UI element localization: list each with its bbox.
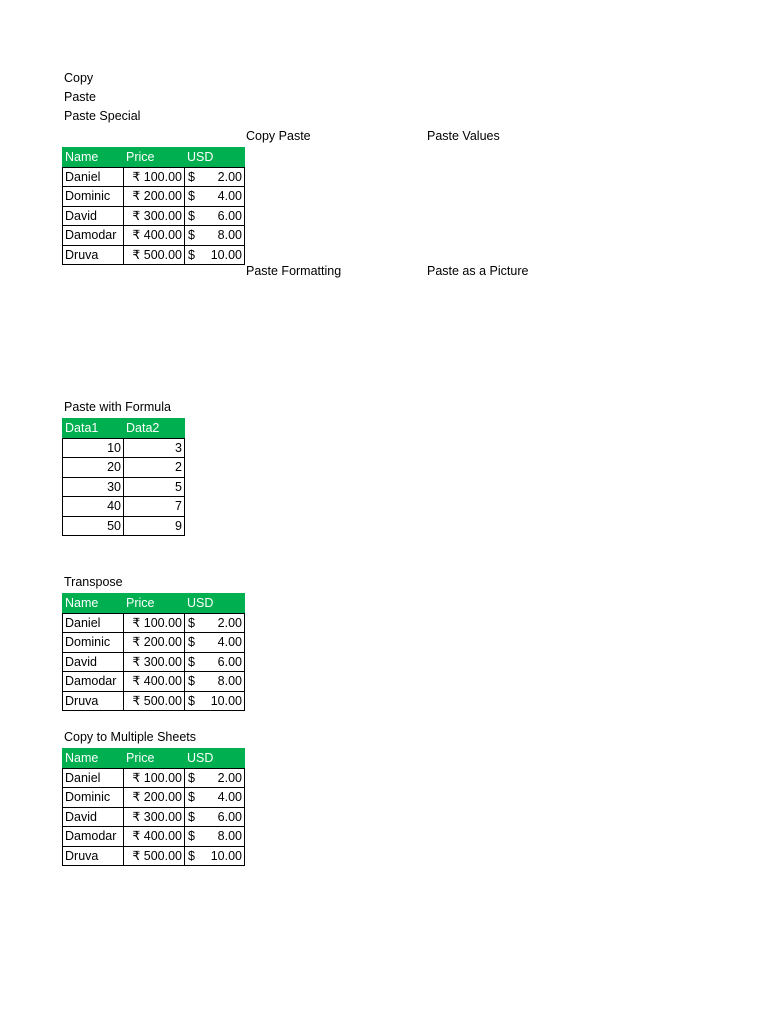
usd-amount: 8.00 bbox=[217, 829, 242, 844]
header-name: Name bbox=[63, 594, 124, 614]
cell-data2: 7 bbox=[124, 497, 185, 517]
cell-price: ₹ 500.00 bbox=[124, 846, 185, 866]
cell-name: Druva bbox=[63, 846, 124, 866]
cell-price: ₹ 200.00 bbox=[124, 633, 185, 653]
cell-name: Dominic bbox=[63, 633, 124, 653]
cell-usd bbox=[185, 846, 245, 866]
cell-data1: 30 bbox=[63, 477, 124, 497]
currency-symbol: $ bbox=[188, 635, 195, 649]
header-data1: Data1 bbox=[63, 419, 124, 439]
table-row bbox=[63, 458, 185, 478]
cell-price: ₹ 500.00 bbox=[124, 245, 185, 265]
usd-amount: 10.00 bbox=[210, 693, 242, 708]
table-row bbox=[63, 477, 185, 497]
label-paste-formatting: Paste Formatting bbox=[246, 264, 342, 278]
usd-amount: 4.00 bbox=[217, 790, 242, 805]
usd-amount: 2.00 bbox=[217, 615, 242, 630]
label-paste-with-formula: Paste with Formula bbox=[64, 400, 171, 414]
usd-amount: 10.00 bbox=[210, 247, 242, 262]
header-price: Price bbox=[124, 749, 185, 769]
table-row bbox=[63, 167, 245, 187]
table-header-row bbox=[63, 148, 245, 168]
currency-symbol: $ bbox=[188, 247, 195, 262]
cell-price: ₹ 400.00 bbox=[124, 672, 185, 692]
table-row bbox=[63, 846, 245, 866]
price-table-2 bbox=[62, 593, 245, 711]
table-row bbox=[63, 613, 245, 633]
table-row bbox=[63, 633, 245, 653]
currency-symbol: $ bbox=[188, 654, 195, 669]
currency-symbol: $ bbox=[188, 189, 195, 203]
cell-data1: 10 bbox=[63, 438, 124, 458]
cell-data2: 9 bbox=[124, 516, 185, 536]
cell-usd bbox=[185, 245, 245, 265]
usd-amount: 6.00 bbox=[217, 208, 242, 223]
cell-data2: 3 bbox=[124, 438, 185, 458]
label-transpose: Transpose bbox=[64, 575, 123, 589]
label-paste-as-picture: Paste as a Picture bbox=[427, 264, 529, 278]
cell-name: Daniel bbox=[63, 768, 124, 788]
label-copy-paste: Copy Paste bbox=[246, 129, 311, 143]
cell-price: ₹ 500.00 bbox=[124, 691, 185, 711]
cell-name: Damodar bbox=[63, 827, 124, 847]
label-paste: Paste bbox=[64, 90, 96, 104]
usd-amount: 6.00 bbox=[217, 654, 242, 669]
table-row bbox=[63, 768, 245, 788]
cell-usd bbox=[185, 206, 245, 226]
table-row bbox=[63, 187, 245, 207]
currency-symbol: $ bbox=[188, 829, 195, 843]
cell-price: ₹ 100.00 bbox=[124, 613, 185, 633]
cell-price: ₹ 400.00 bbox=[124, 226, 185, 246]
usd-amount: 4.00 bbox=[217, 189, 242, 204]
cell-price: ₹ 100.00 bbox=[124, 167, 185, 187]
table-row bbox=[63, 438, 185, 458]
cell-usd bbox=[185, 672, 245, 692]
price-table-1 bbox=[62, 147, 245, 265]
currency-symbol: $ bbox=[188, 169, 195, 184]
cell-name: Damodar bbox=[63, 672, 124, 692]
currency-symbol: $ bbox=[188, 208, 195, 223]
currency-symbol: $ bbox=[188, 615, 195, 630]
cell-price: ₹ 300.00 bbox=[124, 206, 185, 226]
cell-data1: 50 bbox=[63, 516, 124, 536]
cell-data1: 40 bbox=[63, 497, 124, 517]
price-table-3 bbox=[62, 748, 245, 866]
cell-price: ₹ 200.00 bbox=[124, 788, 185, 808]
table-row bbox=[63, 226, 245, 246]
cell-name: Damodar bbox=[63, 226, 124, 246]
cell-data2: 2 bbox=[124, 458, 185, 478]
cell-usd bbox=[185, 226, 245, 246]
table-row bbox=[63, 788, 245, 808]
cell-name: Daniel bbox=[63, 613, 124, 633]
table-row bbox=[63, 691, 245, 711]
cell-usd bbox=[185, 613, 245, 633]
cell-name: Daniel bbox=[63, 167, 124, 187]
cell-usd bbox=[185, 652, 245, 672]
cell-price: ₹ 400.00 bbox=[124, 827, 185, 847]
usd-amount: 10.00 bbox=[210, 848, 242, 863]
header-price: Price bbox=[124, 594, 185, 614]
cell-price: ₹ 300.00 bbox=[124, 652, 185, 672]
currency-symbol: $ bbox=[188, 790, 195, 804]
label-copy: Copy bbox=[64, 71, 94, 85]
header-usd: USD bbox=[185, 749, 245, 769]
header-price: Price bbox=[124, 148, 185, 168]
data-table bbox=[62, 418, 185, 536]
cell-usd bbox=[185, 187, 245, 207]
cell-usd bbox=[185, 788, 245, 808]
cell-usd bbox=[185, 691, 245, 711]
usd-amount: 8.00 bbox=[217, 674, 242, 689]
label-paste-values: Paste Values bbox=[427, 129, 500, 143]
cell-name: David bbox=[63, 206, 124, 226]
usd-amount: 2.00 bbox=[217, 770, 242, 785]
table-header-row bbox=[63, 749, 245, 769]
table-row bbox=[63, 827, 245, 847]
currency-symbol: $ bbox=[188, 809, 195, 824]
label-paste-special: Paste Special bbox=[64, 109, 141, 123]
cell-name: Dominic bbox=[63, 788, 124, 808]
table-row bbox=[63, 497, 185, 517]
currency-symbol: $ bbox=[188, 228, 195, 242]
cell-usd bbox=[185, 768, 245, 788]
header-usd: USD bbox=[185, 148, 245, 168]
table-row bbox=[63, 672, 245, 692]
cell-data2: 5 bbox=[124, 477, 185, 497]
cell-usd bbox=[185, 633, 245, 653]
table-row bbox=[63, 206, 245, 226]
cell-name: Druva bbox=[63, 245, 124, 265]
currency-symbol: $ bbox=[188, 848, 195, 863]
table-row bbox=[63, 245, 245, 265]
table-header-row bbox=[63, 419, 185, 439]
currency-symbol: $ bbox=[188, 674, 195, 688]
header-usd: USD bbox=[185, 594, 245, 614]
header-name: Name bbox=[63, 749, 124, 769]
label-copy-to-multiple-sheets: Copy to Multiple Sheets bbox=[64, 730, 197, 744]
usd-amount: 4.00 bbox=[217, 635, 242, 650]
cell-price: ₹ 200.00 bbox=[124, 187, 185, 207]
cell-usd bbox=[185, 807, 245, 827]
cell-usd bbox=[185, 827, 245, 847]
table-row bbox=[63, 652, 245, 672]
table-header-row bbox=[63, 594, 245, 614]
cell-name: Dominic bbox=[63, 187, 124, 207]
cell-price: ₹ 300.00 bbox=[124, 807, 185, 827]
cell-price: ₹ 100.00 bbox=[124, 768, 185, 788]
usd-amount: 8.00 bbox=[217, 228, 242, 243]
header-name: Name bbox=[63, 148, 124, 168]
cell-name: David bbox=[63, 652, 124, 672]
currency-symbol: $ bbox=[188, 693, 195, 708]
cell-name: David bbox=[63, 807, 124, 827]
usd-amount: 2.00 bbox=[217, 169, 242, 184]
header-data2: Data2 bbox=[124, 419, 185, 439]
usd-amount: 6.00 bbox=[217, 809, 242, 824]
table-row bbox=[63, 516, 185, 536]
currency-symbol: $ bbox=[188, 770, 195, 785]
table-row bbox=[63, 807, 245, 827]
cell-data1: 20 bbox=[63, 458, 124, 478]
cell-name: Druva bbox=[63, 691, 124, 711]
cell-usd bbox=[185, 167, 245, 187]
